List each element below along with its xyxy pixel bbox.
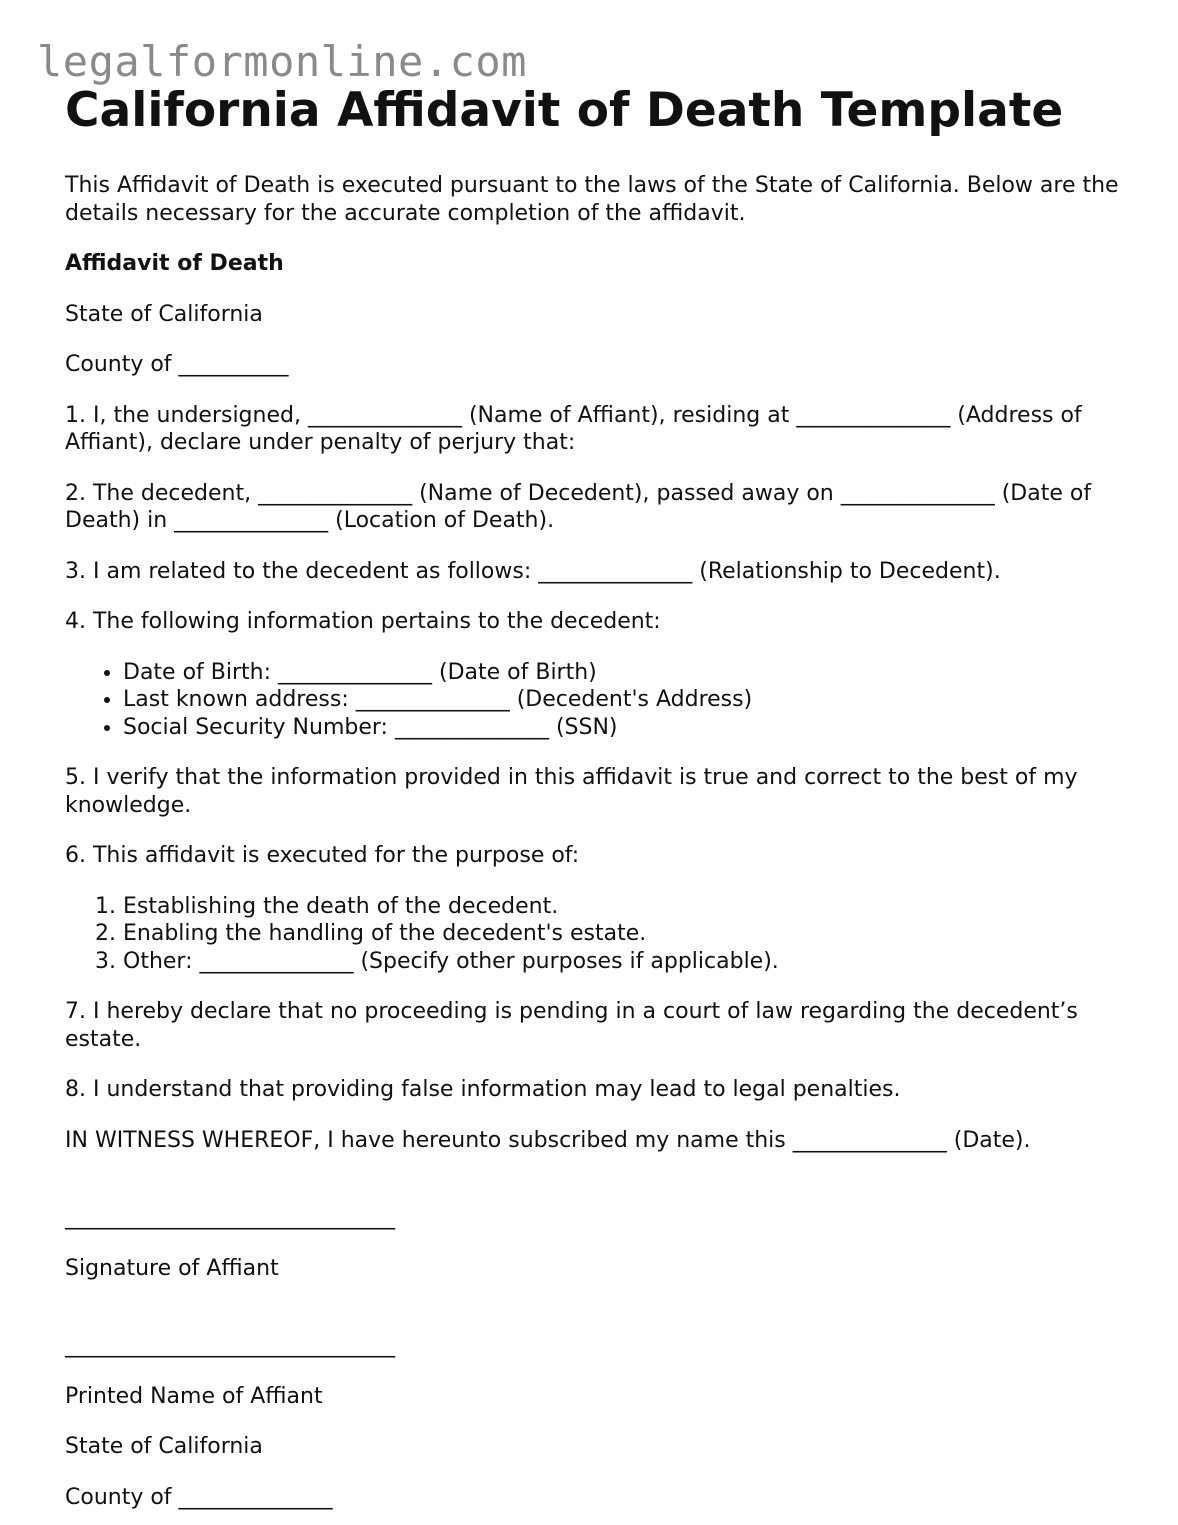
printed-name-line: ______________________________: [65, 1333, 395, 1358]
clause-2: 2. The decedent, ______________ (Name of Decedent), passed away on ______________ (Date of Death) in ______________ (Location of Death).: [65, 480, 1092, 533]
clause-4: 4. The following information pertains to the decedent:: [65, 609, 661, 634]
list-item: 3. Other: ______________ (Specify other purposes if applicable).: [123, 948, 1135, 976]
clause-7: 7. I hereby declare that no proceeding is pending in a court of law regarding the decedent’s estate.: [65, 999, 1078, 1052]
signature-label: Signature of Affiant: [65, 1255, 279, 1281]
document-title: California Affidavit of Death Template: [65, 83, 1064, 138]
list-item: • Date of Birth: ______________ (Date of Birth): [123, 659, 1135, 687]
venue-state: State of California: [65, 301, 263, 327]
intro-paragraph: This Affidavit of Death is executed pursuant to the laws of the State of California. Below are the details necessary for the accurate completion of the affidavit.: [65, 173, 1119, 226]
decedent-info-list: [65, 659, 1135, 742]
list-item: 1. Establishing the death of the decedent.: [123, 893, 1135, 921]
section-heading: Affidavit of Death: [65, 251, 284, 276]
clause-5: 5. I verify that the information provided in this affidavit is true and correct to the best of my knowledge.: [65, 765, 1078, 818]
watermark: legalformonline.com: [37, 37, 527, 86]
document-page: [65, 83, 1135, 1511]
clause-6: 6. This affidavit is executed for the purpose of:: [65, 843, 580, 868]
purpose-list: [65, 893, 1135, 976]
clause-8: 8. I understand that providing false information may lead to legal penalties.: [65, 1077, 901, 1102]
footer-venue-state: State of California: [65, 1434, 263, 1459]
venue-county: County of __________: [65, 352, 289, 377]
footer-venue-county: County of ______________: [65, 1484, 333, 1510]
witness-statement: IN WITNESS WHEREOF, I have hereunto subscribed my name this ______________ (Date).: [65, 1127, 1031, 1153]
list-item: 2. Enabling the handling of the decedent's estate.: [123, 920, 1135, 948]
clause-1: 1. I, the undersigned, ______________ (Name of Affiant), residing at ______________ (Address of Affiant), declare under penalty of perjury that:: [65, 402, 1082, 455]
list-item: • Social Security Number: ______________ (SSN): [123, 714, 1135, 742]
clause-3: 3. I am related to the decedent as follows: ______________ (Relationship to Decedent).: [65, 558, 1001, 584]
printed-name-label: Printed Name of Affiant: [65, 1383, 323, 1409]
list-item: • Last known address: ______________ (Decedent's Address): [123, 686, 1135, 714]
signature-line: ______________________________: [65, 1205, 395, 1230]
